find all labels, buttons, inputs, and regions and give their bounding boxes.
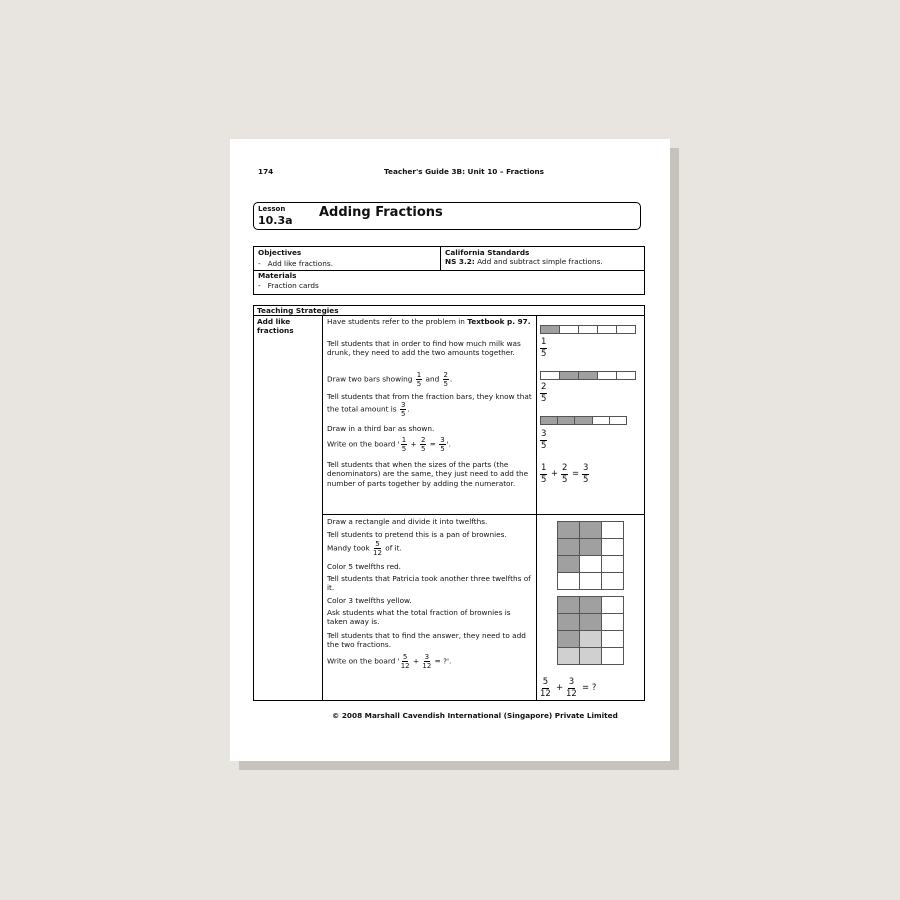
part2-step7: Ask students what the total fraction of brownies is taken away is. [327, 608, 511, 627]
fraction-bar-one-fifth [540, 325, 636, 334]
topic-label: Add like fractions [257, 317, 294, 336]
part1-step5: Draw in a third bar as shown. [327, 424, 435, 433]
part1-step2: Tell students that in order to find how much milk was drunk, they need to add the two amounts together. [327, 339, 521, 358]
part2-step5: Tell students that Patricia took another three twelfths of it. [327, 574, 531, 593]
part1-step1: Have students refer to the problem in Textbook p. 97. [327, 317, 531, 326]
page-number: 174 [258, 167, 274, 176]
brownie-sum-fraction-1: 5 12 [540, 677, 551, 699]
fraction-bar-two-fifths [540, 371, 636, 380]
objectives-table [253, 246, 645, 295]
fraction-one-fifth: $\frac{1}{5}$ [416, 371, 422, 388]
teaching-strategies-table: Teaching Strategies Add like fractions Have students refer to the problem in Textbook p. 97. Tell students that in order to find how much milk was drunk, they need to add the two amounts together. Draw two bars showing $\frac{1}{5}$ and $\frac{2}{5}$ . Tell students that from the fraction bars, they know that the total amount is $\frac{3}{5}$ . Draw in a third bar as shown. Write on the board ' $\frac{1}{5}$ + $\frac{2}{5}$ = $\frac{3}{5}$ '. Tell students that when the sizes of the parts (the denominators) are the same, they just need to add the number of parts together by adding the numerator. 1 5 2 5 3 5 1 5 + 2 5 = 3 5 Draw a rectangle and divide it into twelfths. Tell students to pretend this is a pan of brownies. Mandy took $\frac{5}{12}$ of it. Color 5 twelfths red. Tell students that Patricia took another three twelfths of it. Color 3 twelfths yellow. Ask students what the total fraction of brownies is taken away is. Tell students that to find the answer, they need to add the two fractions. Write on the board ' $\frac{5}{12}$ + $\frac{3}{12}$ = ?'. 5 12 + 3 12 = ? [253, 305, 645, 701]
sum-fraction-1: 1 5 [541, 463, 547, 485]
copyright-footer: © 2008 Marshall Cavendish International (Singapore) Private Limited [332, 711, 618, 720]
part1-step4: Tell students that from the fraction bars, they know that the total amount is $\frac{3}{5}$ . [327, 392, 532, 419]
document-page [230, 139, 670, 761]
objective-item: - Add like fractions. [258, 259, 334, 268]
material-item: - Fraction cards [258, 281, 319, 290]
standards-text: NS 3.2: Add and subtract simple fractions. [445, 257, 603, 266]
standards-heading: California Standards [445, 248, 530, 257]
lesson-box [253, 202, 641, 230]
fraction-bar-three-fifths [540, 416, 627, 425]
teaching-heading: Teaching Strategies [257, 306, 339, 315]
part2-step1: Draw a rectangle and divide it into twelfths. [327, 517, 488, 526]
lesson-label: Lesson [258, 205, 286, 213]
fraction-three-fifths: $\frac{3}{5}$ [400, 401, 406, 419]
part2-step2: Tell students to pretend this is a pan of brownies. [327, 530, 507, 539]
part2-step8: Tell students that to find the answer, they need to add the two fractions. [327, 631, 526, 650]
fraction-two-fifths: $\frac{2}{5}$ [443, 371, 449, 388]
fraction-five-twelfths: $\frac{5}{12}$ [373, 540, 382, 557]
lesson-title: Adding Fractions [319, 205, 443, 220]
part2-step9: Write on the board ' $\frac{5}{12}$ + $\frac{3}{12}$ = ?'. [327, 653, 452, 670]
objectives-heading: Objectives [258, 248, 302, 257]
brownie-grid-five-twelfths [557, 521, 624, 590]
sum-fraction-3: 3 5 [583, 463, 589, 485]
part2-step3: Mandy took $\frac{5}{12}$ of it. [327, 540, 402, 557]
sum-fraction-2: 2 5 [562, 463, 568, 485]
running-title: Teacher's Guide 3B: Unit 10 – Fractions [384, 167, 544, 176]
part2-step4: Color 5 twelfths red. [327, 562, 402, 571]
brownie-grid-eight-twelfths [557, 596, 624, 665]
part2-step6: Color 3 twelfths yellow. [327, 596, 412, 605]
lesson-number: 10.3a [258, 214, 293, 227]
part1-step3: Draw two bars showing $\frac{1}{5}$ and $\frac{2}{5}$ . [327, 371, 453, 388]
brownie-sum-fraction-2: 3 12 [566, 677, 577, 699]
part1-step7: Tell students that when the sizes of the parts (the denominators) are the same, they just need to add the number of parts together by adding the numerator. [327, 460, 529, 488]
part1-step6: Write on the board ' $\frac{1}{5}$ + $\frac{2}{5}$ = $\frac{3}{5}$ '. [327, 436, 451, 453]
materials-heading: Materials [258, 271, 297, 280]
